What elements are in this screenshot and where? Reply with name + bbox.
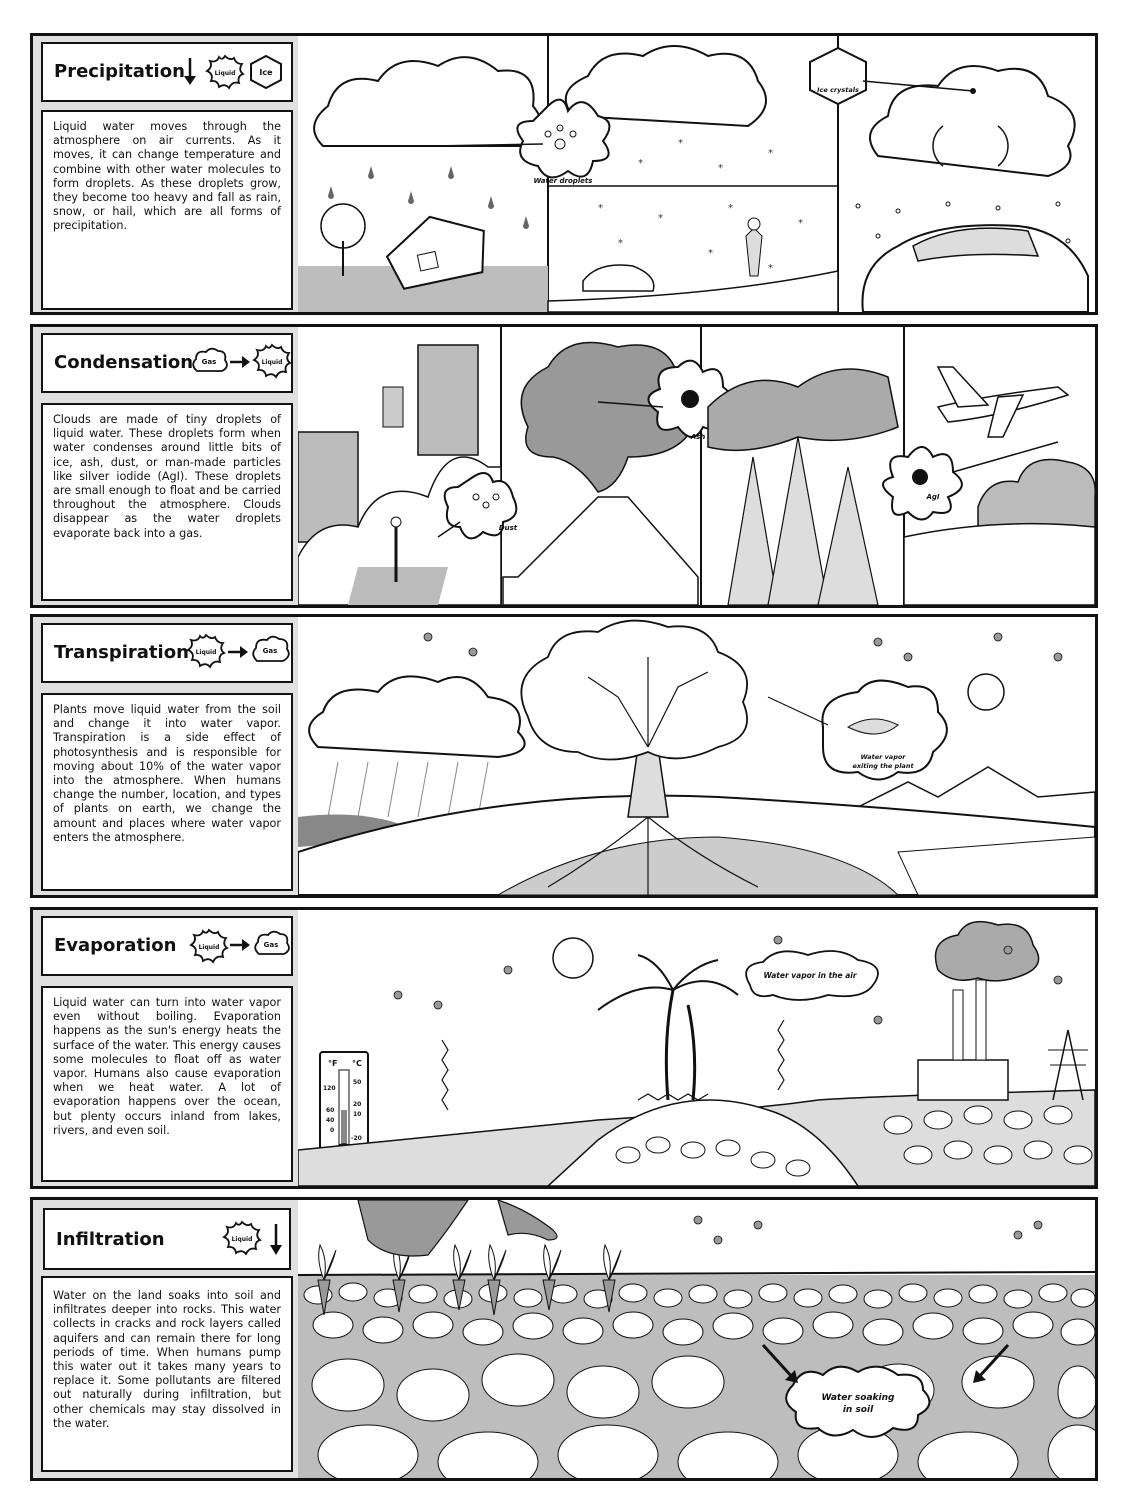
ash-label: Ash <box>690 433 706 441</box>
transpiration-text-box <box>41 693 293 891</box>
transpiration-illustration <box>298 617 1095 895</box>
transpiration-description: Plants move liquid water from the soil and change it into water vapor. Transpiration is a side effect of photosynthesis and is responsible for moving about 10% of the water vapor into the atmosphere. When humans change the number, location, and types of plants on earth, we change the amount and places where water vapor enters the atmosphere. <box>53 703 281 844</box>
liquid-splash-icon <box>185 631 227 673</box>
water-vapor-air-label: Water vapor in the air <box>763 971 857 980</box>
svg-text:*: * <box>798 218 803 229</box>
gas-badge-label: Gas <box>201 358 217 366</box>
c-tick-neg20: -20 <box>351 1135 362 1142</box>
precipitation-title-box <box>41 42 293 102</box>
liquid-badge-label: Liquid <box>198 944 220 951</box>
svg-text:*: * <box>598 203 603 214</box>
evaporation-illustration <box>298 910 1095 1186</box>
ice-crystals-label: Ice crystals <box>817 86 859 94</box>
evaporation-panel <box>30 907 1098 1189</box>
svg-text:*: * <box>768 148 773 159</box>
evaporation-text-box <box>41 986 293 1182</box>
f-tick-40: 40 <box>326 1117 335 1124</box>
precipitation-sidebar <box>33 36 298 312</box>
f-tick-120: 120 <box>323 1085 336 1092</box>
gas-cloud-icon <box>249 633 291 669</box>
c-tick-50: 50 <box>353 1079 362 1086</box>
down-arrow-icon <box>269 1222 283 1256</box>
infiltration-sidebar <box>33 1200 298 1478</box>
svg-text:*: * <box>658 213 663 224</box>
svg-text:*: * <box>728 203 733 214</box>
condensation-title-box <box>41 333 293 393</box>
down-arrow-icon <box>183 56 197 86</box>
infiltration-text-box <box>41 1276 293 1472</box>
right-arrow-icon <box>229 355 251 369</box>
precipitation-title: Precipitation <box>54 61 185 82</box>
ice-badge-label: Ice <box>259 68 273 77</box>
infiltration-title-box <box>43 1208 291 1270</box>
liquid-splash-icon <box>203 52 247 92</box>
liquid-splash-icon <box>221 1218 263 1260</box>
svg-text:*: * <box>718 163 723 174</box>
precipitation-text-box <box>41 110 293 310</box>
dust-label: Dust <box>498 524 518 532</box>
condensation-title: Condensation <box>54 352 194 373</box>
svg-text:*: * <box>678 138 683 149</box>
gas-badge-label: Gas <box>263 941 279 949</box>
condensation-text-box <box>41 403 293 601</box>
svg-text:*: * <box>708 248 713 259</box>
precipitation-panel <box>30 33 1098 315</box>
transpiration-title: Transpiration <box>54 642 189 663</box>
c-tick-10: 10 <box>353 1111 362 1118</box>
water-vapor-exiting-label-1: Water vapor <box>860 753 906 761</box>
gas-cloud-icon <box>189 345 229 379</box>
liquid-splash-icon <box>189 926 229 966</box>
svg-text:*: * <box>638 158 643 169</box>
liquid-badge-label: Liquid <box>214 70 236 77</box>
condensation-illustration <box>298 327 1095 605</box>
agi-label: AgI <box>926 493 940 501</box>
condensation-panel <box>30 324 1098 608</box>
water-soaking-label-line2: in soil <box>842 1405 874 1415</box>
condensation-description: Clouds are made of tiny droplets of liquid water. These droplets form when water condenses around little bits of ice, ash, dust, or man-made particles like silver iodide (AgI). These droplets are small enough to float and be carried throughout the atmosphere. Clouds disappear as the water droplets evaporate back into a gas. <box>53 413 281 540</box>
celsius-unit: °C <box>352 1059 362 1068</box>
ice-hexagon-icon <box>248 54 284 90</box>
infiltration-illustration <box>298 1200 1095 1478</box>
liquid-badge-label: Liquid <box>261 359 283 366</box>
right-arrow-icon <box>227 645 249 659</box>
liquid-badge-label: Liquid <box>231 1236 253 1243</box>
evaporation-title: Evaporation <box>54 935 177 956</box>
liquid-badge-label: Liquid <box>195 649 217 656</box>
gas-cloud-icon <box>251 928 291 962</box>
water-vapor-exiting-label-2: exiting the plant <box>852 762 914 770</box>
right-arrow-icon <box>229 938 251 952</box>
transpiration-sidebar <box>33 617 298 895</box>
infiltration-title: Infiltration <box>56 1229 165 1250</box>
condensation-sidebar <box>33 327 298 605</box>
infiltration-panel <box>30 1197 1098 1481</box>
precipitation-description: Liquid water moves through the atmosphere on air currents. As it moves, it can change temperature and combine with other water molecules to form droplets. As these droplets grow, they become too heavy and fall as rain, snow, or hail, which are all forms of precipitation. <box>53 120 281 233</box>
precipitation-illustration <box>298 36 1095 312</box>
transpiration-title-box <box>41 623 293 683</box>
water-droplets-label: Water droplets <box>533 177 593 185</box>
c-tick-20: 20 <box>353 1101 362 1108</box>
liquid-splash-icon <box>251 341 293 383</box>
infiltration-description: Water on the land soaks into soil and infiltrates deeper into rocks. This water collects in cracks and rock layers called aquifers and can remain there for long periods of time. When humans pump this water out it takes many years to replace it. Some pollutants are filtered out naturally during infiltration, but other chemicals may stay dissolved in the water. <box>53 1289 281 1430</box>
evaporation-title-box <box>41 916 293 976</box>
fahrenheit-unit: °F <box>328 1059 338 1068</box>
evaporation-sidebar <box>33 910 298 1186</box>
evaporation-description: Liquid water can turn into water vapor even without boiling. Evaporation happens as the sun's energy heats the surface of the water. This energy causes some molecules to float off as water vapor. Humans also cause evaporation when we heat water. A lot of evaporation happens over the ocean, but plenty occurs inland from lakes, rivers, and even soil. <box>53 996 281 1137</box>
svg-text:*: * <box>768 263 773 274</box>
f-tick-60: 60 <box>326 1107 335 1114</box>
f-tick-0: 0 <box>330 1127 335 1134</box>
svg-text:*: * <box>618 238 623 249</box>
transpiration-panel <box>30 614 1098 898</box>
gas-badge-label: Gas <box>262 647 278 655</box>
water-soaking-label-line1: Water soaking <box>821 1393 895 1403</box>
